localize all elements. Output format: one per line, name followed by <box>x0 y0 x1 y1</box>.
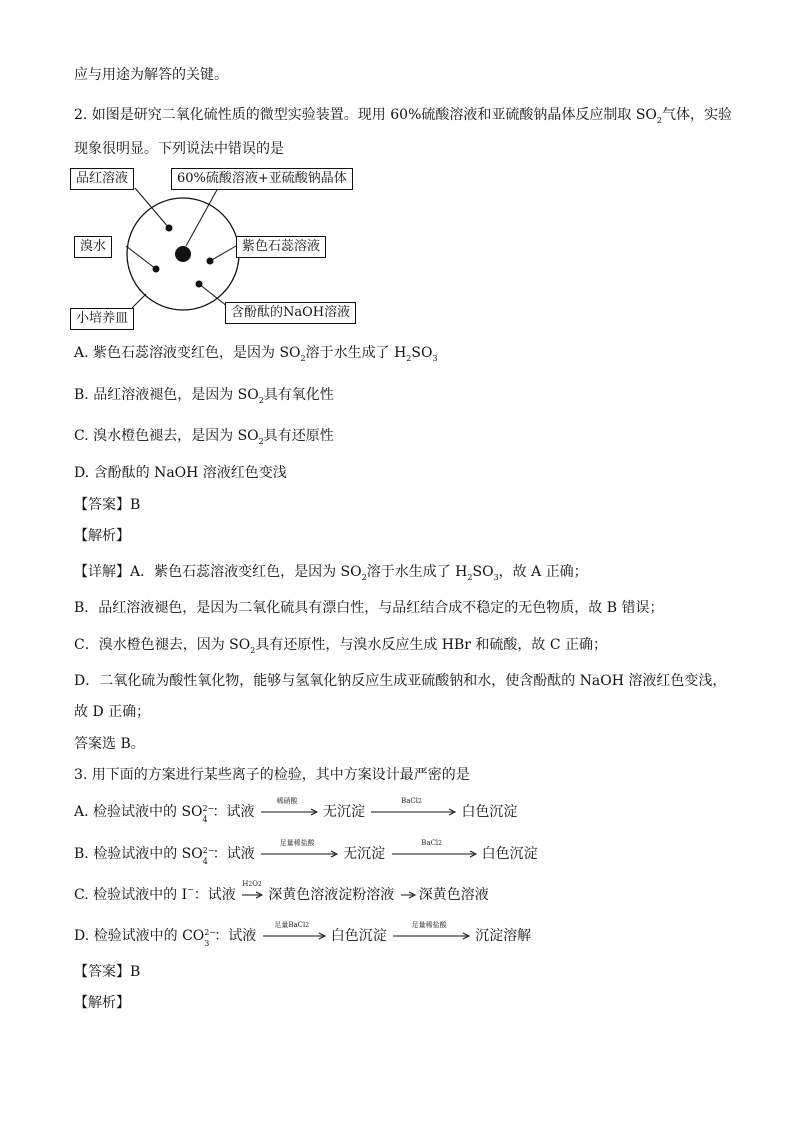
subscript: 2 <box>656 116 662 125</box>
label-naoh: 含酚酞的NaOH溶液 <box>225 302 356 324</box>
subscript: 3 <box>432 354 438 363</box>
option-a <box>74 344 438 364</box>
label-pinhong: 品红溶液 <box>70 168 134 190</box>
arrow-reagent: BaCl2 <box>392 850 480 858</box>
question-2-stem-line2: 现象很明显。下列说法中错误的是 <box>74 141 284 157</box>
subscript: 3 <box>493 573 499 582</box>
text-line: 应与用途为解答的关键。 <box>74 67 228 83</box>
ion-charge: 2− 4 <box>202 846 215 866</box>
option-c <box>74 427 334 447</box>
text: B. 检验试液中的 SO <box>74 846 203 862</box>
option-b <box>74 386 334 406</box>
center-dot <box>175 246 191 262</box>
subscript: 2 <box>300 354 306 363</box>
subscript: 2 <box>258 396 264 405</box>
text: B. 品红溶液褪色，是因为 SO <box>74 387 259 403</box>
ion-charge: 2− 3 <box>204 928 217 948</box>
arrow-reagent: 稀硝酸 <box>261 808 321 816</box>
text: ，故 A 正确； <box>498 564 588 580</box>
text: ：试液 <box>193 887 236 903</box>
text: 无沉淀 <box>343 846 386 862</box>
analysis-label-2: 【解析】 <box>74 995 130 1011</box>
answer-label-2: 【答案】B <box>74 964 141 980</box>
text: 溶于水生成了 H <box>366 564 468 580</box>
arrow <box>401 891 417 899</box>
text: 深黄色溶液 <box>268 887 339 903</box>
text: C. 溴水橙色褪去，是因为 SO <box>74 428 259 444</box>
text: 具有还原性 <box>263 428 334 444</box>
text: 【详解】A．紫色石蕊溶液变红色，是因为 SO <box>74 564 362 580</box>
label-litmus: 紫色石蕊溶液 <box>236 236 326 258</box>
subscript: 2 <box>250 646 256 655</box>
analysis-label: 【解析】 <box>74 528 130 544</box>
subscript: 2 <box>258 437 264 446</box>
text: 沉淀溶解 <box>475 928 532 944</box>
text: 具有还原性，与溴水反应生成 HBr 和硫酸，故 C 正确； <box>255 637 608 653</box>
q3-option-d <box>74 921 532 948</box>
text: 白色沉淀 <box>481 846 538 862</box>
text: ：试液 <box>214 928 257 944</box>
label-acid: 60%硫酸溶液+亚硫酸钠晶体 <box>171 168 353 190</box>
question-2-stem <box>74 106 732 126</box>
ion-charge: 2− 4 <box>202 804 215 824</box>
text: A. 紫色石蕊溶液变红色，是因为 SO <box>74 345 301 361</box>
text: C. 检验试液中的 I <box>74 887 188 903</box>
stem-part: 2. 如图是研究二氧化硫性质的微型实验装置。现用 60%硫酸溶液和亚硫酸钠晶体反应制取 SO <box>74 107 657 123</box>
arrow-reagent: 足量稀盐酸 <box>261 850 341 858</box>
detail-a <box>74 563 588 583</box>
label-bromine: 溴水 <box>74 236 112 258</box>
question-3-stem: 3. 用下面的方案进行某些离子的检验，其中方案设计最严密的是 <box>74 767 470 783</box>
option-d: D. 含酚酞的 NaOH 溶液红色变浅 <box>74 465 287 481</box>
text: SO <box>472 564 494 580</box>
arrow-reagent: 足量稀盐酸 <box>393 932 473 940</box>
text: 淀粉溶液 <box>338 887 395 903</box>
text: 溶于水生成了 H <box>305 345 407 361</box>
detail-c <box>74 636 607 656</box>
stem-part: 气体，实验 <box>662 107 732 123</box>
experiment-diagram <box>70 160 370 335</box>
arrow-reagent: H2O2 <box>242 891 266 899</box>
subscript: 2 <box>406 354 412 363</box>
subscript: 2 <box>361 573 367 582</box>
answer-label: 【答案】B <box>74 497 141 513</box>
q3-option-c <box>74 880 489 906</box>
detail-b: B．品红溶液褪色，是因为二氧化硫具有漂白性，与品红结合成不稳定的无色物质，故 B 错误； <box>74 600 664 616</box>
text: ：试液 <box>212 804 255 820</box>
q3-option-a <box>74 797 518 824</box>
detail-d-line2: 故 D 正确； <box>74 704 151 720</box>
text: C．溴水橙色褪去，因为 SO <box>74 637 251 653</box>
text: D. 检验试液中的 CO <box>74 928 205 944</box>
text: 深黄色溶液 <box>418 887 489 903</box>
q3-option-b <box>74 839 538 866</box>
label-dish: 小培养皿 <box>70 308 134 330</box>
text: 白色沉淀 <box>461 804 518 820</box>
text: SO <box>411 345 433 361</box>
subscript: 2 <box>467 573 473 582</box>
text: ：试液 <box>212 846 255 862</box>
arrow-reagent: BaCl2 <box>371 808 459 816</box>
superscript: − <box>187 885 194 894</box>
arrow-reagent: 足量BaCl2 <box>263 932 329 940</box>
text: 白色沉淀 <box>330 928 387 944</box>
detail-d-line1: D．二氧化硫为酸性氧化物，能够与氢氧化钠反应生成亚硫酸钠和水，使含酚酞的 NaOH 溶液红色变浅， <box>74 673 727 689</box>
text: 无沉淀 <box>322 804 365 820</box>
text: 具有氧化性 <box>263 387 334 403</box>
text: A. 检验试液中的 SO <box>74 804 203 820</box>
answer-selection: 答案选 B。 <box>74 736 145 752</box>
